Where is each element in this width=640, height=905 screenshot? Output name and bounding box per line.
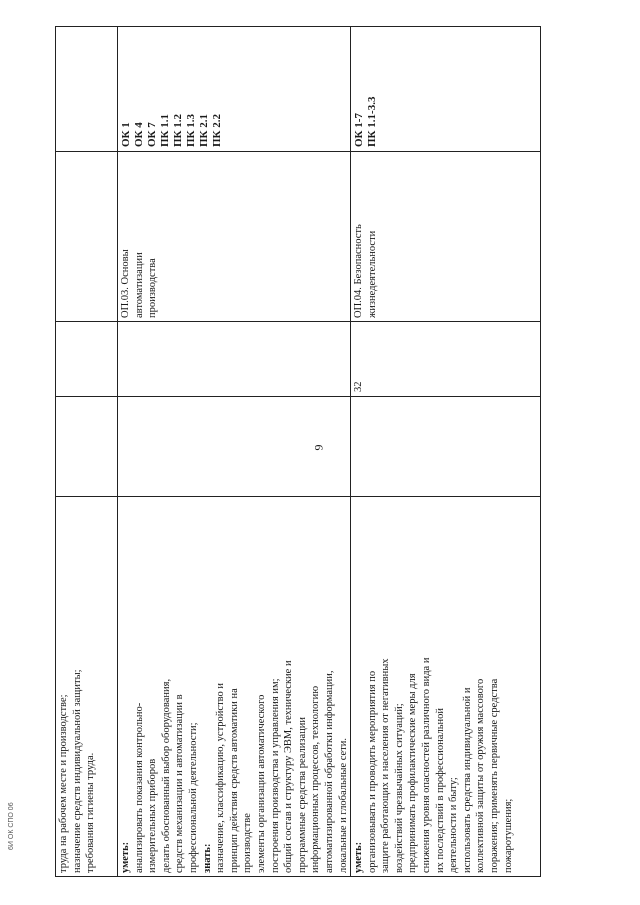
discipline-line: ОП.04. Безопасность bbox=[353, 224, 365, 318]
competency-code: ОК 1 bbox=[120, 122, 132, 147]
competency-code: ОК 1-7 bbox=[353, 113, 366, 147]
content-line: труда на рабочем месте и производстве; bbox=[58, 694, 69, 873]
skills-line: предпринимать профилактические меры для bbox=[407, 673, 419, 873]
skills-line: организовывать и проводить мероприятия по bbox=[366, 670, 378, 873]
knowledge-line: производстве bbox=[242, 813, 254, 873]
skills-line: измерительных приборов bbox=[147, 758, 159, 873]
knowledge-line: элементы организации автоматического bbox=[255, 694, 267, 873]
curriculum-table-page bbox=[55, 27, 515, 877]
skills-line: средств механизации и автоматизации в bbox=[174, 694, 186, 873]
empty-cell bbox=[118, 397, 351, 497]
discipline-line: жизнедеятельности bbox=[366, 230, 378, 318]
content-cell bbox=[118, 497, 351, 877]
skills-line: поражения; применять первичные средства bbox=[489, 678, 501, 873]
discipline-line: автоматизации bbox=[133, 252, 145, 318]
competencies-cell bbox=[351, 27, 541, 152]
discipline-cell bbox=[56, 152, 118, 322]
knowledge-line: назначение, классификацию, устройство и bbox=[215, 682, 227, 873]
skills-title: уметь: bbox=[353, 841, 365, 873]
table-row bbox=[118, 27, 351, 877]
skills-title: уметь: bbox=[120, 841, 131, 873]
competency-code: ПК 1.3 bbox=[185, 113, 197, 147]
skills-line: воздействий чрезвычайных ситуаций; bbox=[393, 703, 405, 873]
table-row bbox=[351, 27, 541, 877]
competency-code: ПК 2.1 bbox=[198, 113, 210, 147]
skills-line: снижения уровня опасностей различного вида и bbox=[421, 657, 433, 873]
skills-line: использовать средства индивидуальной и bbox=[461, 687, 473, 873]
competency-code: ПК 2.2 bbox=[211, 113, 223, 147]
competency-code: ОК 7 bbox=[146, 122, 158, 147]
footer-mark: 6И ОК СПО 06 bbox=[8, 802, 15, 850]
curriculum-table bbox=[55, 26, 541, 877]
discipline-cell bbox=[351, 152, 541, 322]
knowledge-line: построения производства и управления им; bbox=[269, 678, 281, 873]
knowledge-line: информационных процессов, технологию bbox=[310, 685, 322, 873]
knowledge-line: общий состав и структуру ЭВМ, технические и bbox=[283, 660, 295, 873]
knowledge-line: локальные и глобальные сети. bbox=[337, 737, 349, 873]
skills-line: деятельности и быту; bbox=[448, 777, 460, 873]
skills-line: пожаротушения; bbox=[502, 798, 514, 873]
competencies-cell bbox=[56, 27, 118, 152]
knowledge-line: программные средства реализации bbox=[296, 716, 308, 873]
knowledge-line: автоматизированной обработки информации, bbox=[323, 670, 335, 873]
skills-line: коллективной защиты от оружия массового bbox=[475, 678, 487, 873]
skills-line: профессиональной деятельности; bbox=[187, 722, 199, 873]
discipline-line: производства bbox=[147, 258, 159, 318]
hours-cell bbox=[56, 322, 118, 397]
hours-cell bbox=[118, 322, 351, 397]
knowledge-line: принцип действия средств автоматики на bbox=[228, 688, 240, 873]
content-line: требования гигиены труда. bbox=[85, 752, 97, 873]
competency-code: ПК 1.1-3.3 bbox=[366, 96, 379, 147]
competencies-cell bbox=[118, 27, 351, 152]
table-row bbox=[56, 27, 118, 877]
empty-cell bbox=[56, 397, 118, 497]
content-cell bbox=[56, 497, 118, 877]
skills-line: анализировать показания контрольно- bbox=[133, 702, 145, 873]
competency-code: ПК 1.1 bbox=[159, 113, 171, 147]
skills-line: защите работающих и населения от негативных bbox=[380, 658, 392, 873]
skills-line: делать обоснованный выбор оборудования, bbox=[160, 678, 172, 873]
discipline-line: ОП.03. Основы bbox=[120, 249, 131, 318]
content-line: назначение средств индивидуальной защиты; bbox=[71, 669, 83, 873]
hours-cell bbox=[351, 322, 541, 397]
content-cell bbox=[351, 497, 541, 877]
hours-value: 32 bbox=[353, 381, 365, 392]
skills-line: их последствий в профессиональной bbox=[434, 708, 446, 873]
knowledge-title: знать: bbox=[201, 843, 213, 873]
competency-code: ОК 4 bbox=[133, 122, 145, 147]
competency-code: ПК 1.2 bbox=[172, 113, 184, 147]
discipline-cell bbox=[118, 152, 351, 322]
page-number: 9 bbox=[311, 444, 326, 451]
empty-cell bbox=[351, 397, 541, 497]
